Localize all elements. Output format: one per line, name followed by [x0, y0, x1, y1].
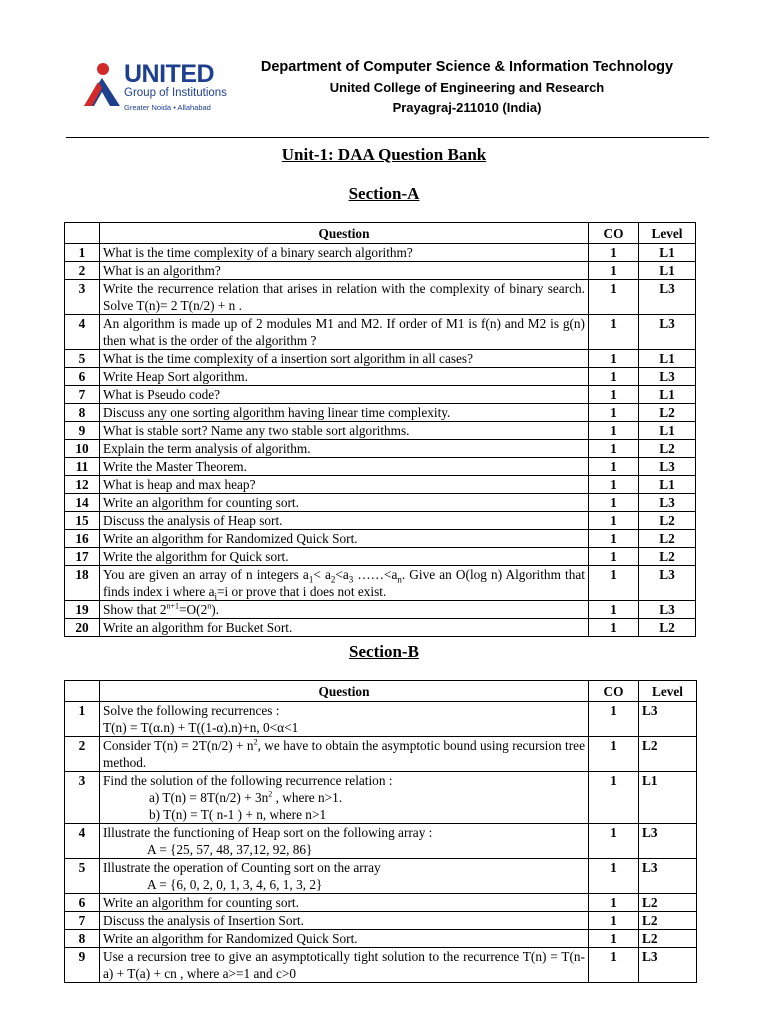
row-number: 9: [65, 422, 100, 440]
level-value: L3: [639, 458, 696, 476]
table-row: [65, 859, 697, 894]
level-header: Level: [639, 681, 697, 702]
co-value: 1: [589, 772, 639, 824]
question-text: You are given an array of n integers $a_1< a_2<a_3$ $\dots\dots<a_n$. Give an O(log n) Algorithm that finds index i where $a_i=i$ or prove that i does not exist.: [100, 566, 589, 601]
question-text: Write an algorithm for counting sort.: [100, 494, 589, 512]
question-text: Explain the term analysis of algorithm.: [100, 440, 589, 458]
row-number: 11: [65, 458, 100, 476]
co-value: 1: [589, 368, 639, 386]
level-value: L3: [639, 859, 697, 894]
level-value: L2: [639, 894, 697, 912]
question-text: Write an algorithm for Randomized Quick Sort.: [100, 530, 589, 548]
row-number: 15: [65, 512, 100, 530]
question-text: Solve the following recurrences : T(n) = T(α.n) + T((1-α).n)+n, 0<α<1: [100, 702, 589, 737]
level-value: L2: [639, 404, 696, 422]
co-value: 1: [589, 548, 639, 566]
level-value: L3: [639, 280, 696, 315]
level-value: L2: [639, 619, 696, 637]
co-value: 1: [589, 315, 639, 350]
question-text: What is stable sort? Name any two stable sort algorithms.: [100, 422, 589, 440]
question-header: Question: [100, 681, 589, 702]
level-value: L3: [639, 494, 696, 512]
college-address: Prayagraj-211010 (India): [392, 100, 542, 115]
level-value: L3: [639, 824, 697, 859]
section-a-title: Section-A: [348, 184, 420, 203]
level-value: L1: [639, 476, 696, 494]
table-row: [65, 386, 696, 404]
row-number: 8: [65, 404, 100, 422]
co-value: 1: [589, 422, 639, 440]
question-text: What is an algorithm?: [100, 262, 589, 280]
level-value: L1: [639, 350, 696, 368]
table-row: [65, 512, 696, 530]
table-row: [65, 404, 696, 422]
level-value: L2: [639, 548, 696, 566]
question-text: Write the recurrence relation that arises in relation with the complexity of binary search. Solve T(n)= 2 T(n/2) + n .: [100, 280, 589, 315]
table-row: [65, 601, 696, 619]
co-value: 1: [589, 601, 639, 619]
question-text: Discuss any one sorting algorithm having linear time complexity.: [100, 404, 589, 422]
question-header: Question: [100, 223, 589, 244]
logo-emblem-icon: [82, 60, 122, 110]
level-value: L1: [639, 244, 696, 262]
level-value: L1: [639, 262, 696, 280]
level-value: L3: [639, 948, 697, 983]
header-divider: [66, 137, 709, 138]
row-number: 6: [65, 894, 100, 912]
number-header: [65, 681, 100, 702]
table-row: [65, 350, 696, 368]
question-text: Discuss the analysis of Insertion Sort.: [100, 912, 589, 930]
level-value: L3: [639, 601, 696, 619]
level-value: L2: [639, 440, 696, 458]
question-text: Illustrate the functioning of Heap sort on the following array : A = {25, 57, 48, 37,12, 92, 86}: [100, 824, 589, 859]
co-value: 1: [589, 262, 639, 280]
level-value: L2: [639, 512, 696, 530]
section-b-table: [64, 680, 697, 983]
question-text: What is Pseudo code?: [100, 386, 589, 404]
co-value: 1: [589, 930, 639, 948]
logo-location: Greater Noida • Allahabad: [124, 103, 211, 112]
section-a-table: [64, 222, 696, 637]
table-row: [65, 440, 696, 458]
level-value: L3: [639, 368, 696, 386]
institution-info: [232, 56, 702, 118]
co-value: 1: [589, 912, 639, 930]
document-header: [82, 56, 702, 126]
logo-name: UNITED: [124, 60, 215, 88]
row-number: 5: [65, 350, 100, 368]
row-number: 2: [65, 262, 100, 280]
co-value: 1: [589, 512, 639, 530]
row-number: 12: [65, 476, 100, 494]
table-row: [65, 458, 696, 476]
row-number: 7: [65, 912, 100, 930]
table-row: [65, 619, 696, 637]
question-text: Write an algorithm for counting sort.: [100, 894, 589, 912]
level-value: L2: [639, 530, 696, 548]
co-value: 1: [589, 404, 639, 422]
co-value: 1: [589, 894, 639, 912]
table-row: [65, 244, 696, 262]
row-number: 2: [65, 737, 100, 772]
question-text: Find the solution of the following recurrence relation : a) $T(n) = 8T(n/2) + 3n^2$ , where n>1. b) T(n) = T( n-1 ) + n, where n>1: [100, 772, 589, 824]
row-number: 9: [65, 948, 100, 983]
co-value: 1: [589, 350, 639, 368]
co-value: 1: [589, 619, 639, 637]
level-value: L1: [639, 422, 696, 440]
table-row: [65, 824, 697, 859]
question-text: What is the time complexity of a insertion sort algorithm in all cases?: [100, 350, 589, 368]
co-value: 1: [589, 566, 639, 601]
level-value: L2: [639, 930, 697, 948]
level-value: L3: [639, 702, 697, 737]
table-header-row: [65, 681, 697, 702]
row-number: 19: [65, 601, 100, 619]
co-value: 1: [589, 458, 639, 476]
question-text: An algorithm is made up of 2 modules M1 and M2. If order of M1 is f(n) and M2 is g(n) then what is the order of the algorithm ?: [100, 315, 589, 350]
row-number: 17: [65, 548, 100, 566]
co-value: 1: [589, 440, 639, 458]
table-row: [65, 368, 696, 386]
row-number: 6: [65, 368, 100, 386]
co-value: 1: [589, 948, 639, 983]
row-number: 14: [65, 494, 100, 512]
department-name: Department of Computer Science & Information Technology: [260, 59, 674, 75]
row-number: 4: [65, 824, 100, 859]
co-header: CO: [589, 681, 639, 702]
level-value: L1: [639, 772, 697, 824]
level-value: L3: [639, 315, 696, 350]
level-value: L3: [639, 566, 696, 601]
co-value: 1: [589, 244, 639, 262]
co-value: 1: [589, 859, 639, 894]
table-row: [65, 262, 696, 280]
row-number: 4: [65, 315, 100, 350]
table-header-row: [65, 223, 696, 244]
number-header: [65, 223, 100, 244]
question-text: Discuss the analysis of Heap sort.: [100, 512, 589, 530]
level-value: L2: [639, 737, 697, 772]
co-value: 1: [589, 476, 639, 494]
question-text: Write Heap Sort algorithm.: [100, 368, 589, 386]
table-row: [65, 280, 696, 315]
row-number: 16: [65, 530, 100, 548]
table-row: [65, 548, 696, 566]
question-text: Write an algorithm for Randomized Quick Sort.: [100, 930, 589, 948]
table-row: [65, 494, 696, 512]
table-row: [65, 476, 696, 494]
question-text: Write the Master Theorem.: [100, 458, 589, 476]
question-text: Illustrate the operation of Counting sort on the array A = {6, 0, 2, 0, 1, 3, 4, 6, 1, 3, 2}: [100, 859, 589, 894]
level-value: L1: [639, 386, 696, 404]
table-row: [65, 930, 697, 948]
institution-logo: [82, 60, 232, 120]
document-title: Unit-1: DAA Question Bank: [281, 145, 487, 164]
row-number: 7: [65, 386, 100, 404]
table-row: [65, 530, 696, 548]
logo-subtitle: Group of Institutions: [124, 87, 227, 99]
row-number: 20: [65, 619, 100, 637]
table-row: [65, 912, 697, 930]
question-text: Use a recursion tree to give an asymptotically tight solution to the recurrence T(n) = T(n-a) + T(a) + cn , where a>=1 and c>0: [100, 948, 589, 983]
table-row: [65, 772, 697, 824]
row-number: 1: [65, 244, 100, 262]
row-number: 5: [65, 859, 100, 894]
co-value: 1: [589, 494, 639, 512]
row-number: 18: [65, 566, 100, 601]
table-row: [65, 422, 696, 440]
row-number: 10: [65, 440, 100, 458]
co-header: CO: [589, 223, 639, 244]
co-value: 1: [589, 530, 639, 548]
level-value: L2: [639, 912, 697, 930]
question-text: What is heap and max heap?: [100, 476, 589, 494]
question-text: Show that $2^{n+1}=O(2^n)$.: [100, 601, 589, 619]
co-value: 1: [589, 386, 639, 404]
table-row: [65, 894, 697, 912]
table-row: [65, 315, 696, 350]
row-number: 1: [65, 702, 100, 737]
row-number: 3: [65, 280, 100, 315]
row-number: 8: [65, 930, 100, 948]
question-text: Write the algorithm for Quick sort.: [100, 548, 589, 566]
section-b-title: Section-B: [349, 642, 419, 661]
co-value: 1: [589, 737, 639, 772]
co-value: 1: [589, 702, 639, 737]
table-row: [65, 566, 696, 601]
level-header: Level: [639, 223, 696, 244]
table-row: [65, 702, 697, 737]
question-text: What is the time complexity of a binary search algorithm?: [100, 244, 589, 262]
question-text: Write an algorithm for Bucket Sort.: [100, 619, 589, 637]
row-number: 3: [65, 772, 100, 824]
table-row: [65, 948, 697, 983]
college-name: United College of Engineering and Research: [329, 80, 605, 95]
co-value: 1: [589, 280, 639, 315]
table-row: [65, 737, 697, 772]
co-value: 1: [589, 824, 639, 859]
question-text: Consider $T(n) = 2T(n/2) + n^2$, we have to obtain the asymptotic bound using recursion tree method.: [100, 737, 589, 772]
